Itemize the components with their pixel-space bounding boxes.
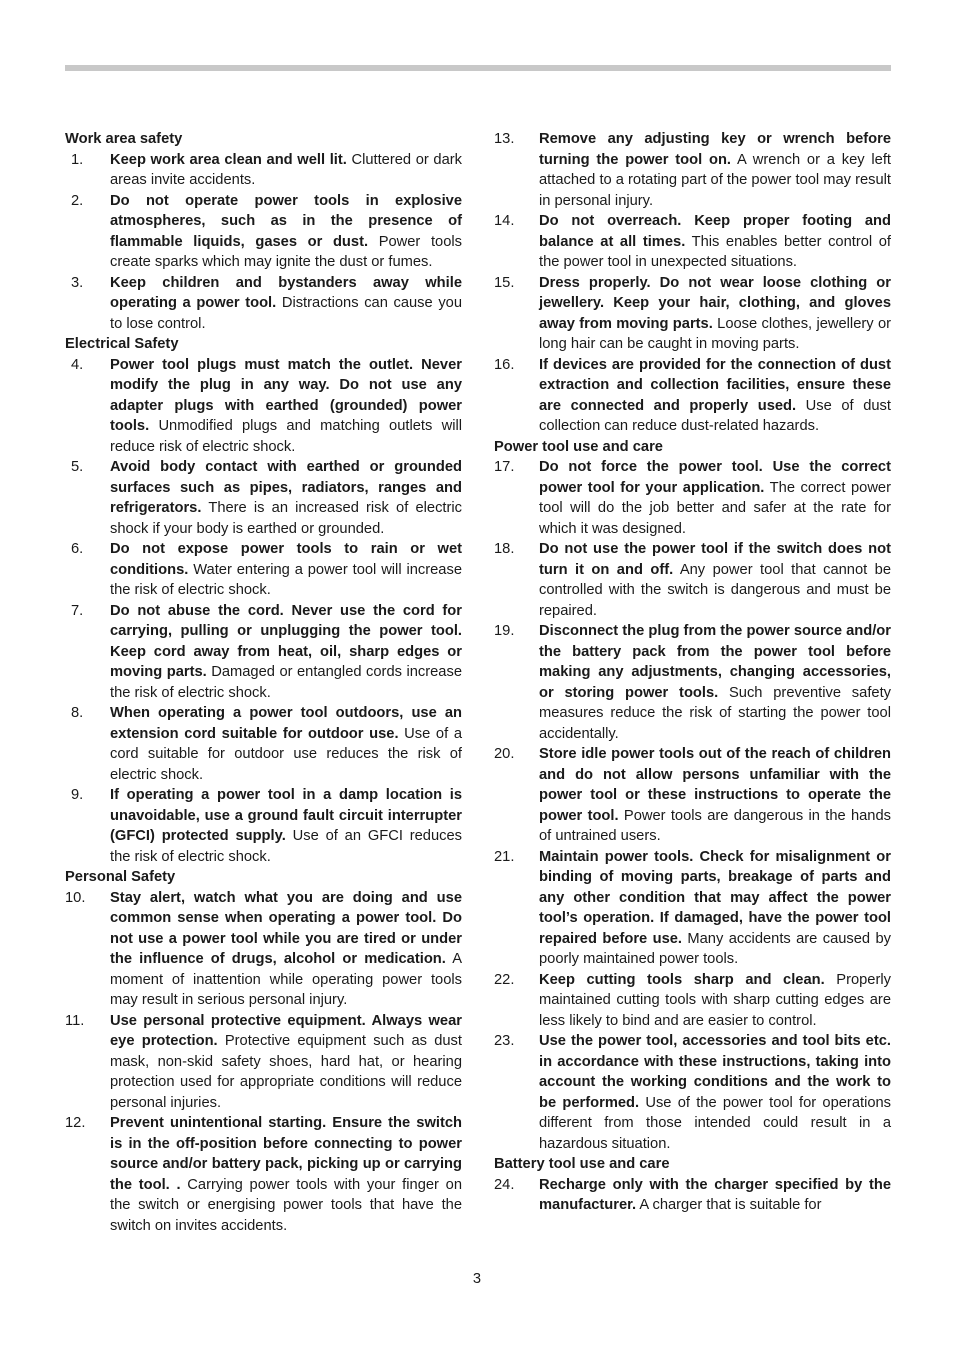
item-explanation: A moment of inattention while operating power tools may result in serious personal injury. (110, 951, 462, 1008)
item-number: 2. (71, 192, 84, 209)
list-item (494, 744, 891, 847)
item-bold-instruction: Remove any adjusting key or wrench before turning the power tool on. (539, 131, 891, 168)
item-number: 9. (71, 787, 84, 803)
item-text (110, 457, 462, 539)
list-item (494, 621, 891, 744)
item-number: 13. (494, 131, 515, 147)
item-explanation: Power tools are dangerous in the hands of untrained users. (539, 807, 891, 844)
item-explanation: Power tools create sparks which may ignite the dust or fumes. (110, 233, 462, 270)
list-item (65, 601, 462, 704)
list-item (494, 970, 891, 1032)
item-text (110, 1011, 462, 1114)
item-number: 5. (71, 459, 84, 475)
item-bold-instruction: Keep children and bystanders away while operating a power tool. (110, 274, 462, 311)
list-item (65, 888, 462, 1011)
item-number: 11. (65, 1012, 85, 1029)
list-item (65, 539, 462, 601)
item-text (110, 601, 462, 704)
item-explanation: Protective equipment such as dust mask, non-skid safety shoes, hard hat, or hearing protection used for appropriate conditions will reduce personal injuries. (110, 1033, 462, 1111)
item-explanation: Use of dust collection can reduce dust-related hazards. (539, 397, 891, 434)
item-number: 18. (494, 541, 515, 557)
item-bold-instruction: If devices are provided for the connection of dust extraction and collection facilities, ensure these are connected and properly used. (539, 356, 891, 414)
item-bold-instruction: Do not expose power tools to rain or wet conditions. (110, 541, 462, 578)
item-text (539, 1175, 891, 1216)
list-item (65, 273, 462, 335)
item-bold-instruction: Do not abuse the cord. Never use the cord for carrying, pulling or unplugging the power tool. Keep cord away from heat, oil, sharp edges or moving parts. (110, 602, 462, 680)
item-text (110, 785, 462, 867)
item-text (110, 355, 462, 458)
item-number: 21. (494, 848, 515, 865)
list-item (494, 211, 891, 273)
item-bold-instruction: Maintain power tools. Check for misalignment or binding of moving parts, breakage of parts and any other condition that may affect the power tool’s operation. If damaged, have the power tool repaired before use. (539, 848, 891, 947)
item-text (539, 621, 891, 744)
item-number: 19. (494, 623, 515, 639)
list-item (65, 1011, 462, 1114)
list-item (65, 1113, 462, 1236)
item-bold-instruction: Stay alert, watch what you are doing and use common sense when operating a power tool. Do not use a power tool while you are tired or under the influence of drugs, alcohol or medication. (110, 889, 462, 967)
item-explanation: Water entering a power tool will increase the risk of electric shock. (110, 561, 462, 598)
item-number: 7. (71, 602, 84, 619)
item-explanation: Use of the power tool for operations different from those intended could result in a hazardous situation. (539, 1094, 892, 1152)
list-item (65, 191, 462, 273)
item-number: 15. (494, 274, 515, 291)
item-explanation: Properly maintained cutting tools with sharp cutting edges are less likely to bind and are easier to control. (539, 971, 891, 1029)
list-item (65, 457, 462, 539)
item-number: 4. (71, 356, 84, 373)
item-bold-instruction: If operating a power tool in a damp location is unavoidable, use a ground fault circuit interrupter (GFCI) protected supply. (110, 787, 462, 844)
item-text (539, 1031, 891, 1154)
item-explanation: Unmodified plugs and matching outlets will reduce risk of electric shock. (110, 418, 462, 455)
item-text (110, 539, 462, 601)
item-bold-instruction: Do not force the power tool. Use the correct power tool for your application. (539, 459, 891, 496)
item-text (539, 744, 891, 847)
left-column (65, 129, 462, 1236)
list-item (65, 703, 462, 785)
item-number: 20. (494, 746, 515, 762)
item-bold-instruction: Recharge only with the charger specified by the manufacturer. (539, 1176, 891, 1213)
section-heading: Electrical Safety (65, 336, 179, 352)
item-bold-instruction: Dress properly. Do not wear loose clothing or jewellery. Keep your hair, clothing, and gloves away from moving parts. (539, 274, 891, 332)
item-number: 3. (71, 274, 84, 291)
item-explanation: This enables better control of the power tool in unexpected situations. (539, 233, 891, 270)
item-number: 17. (494, 459, 515, 475)
item-number: 12. (65, 1115, 86, 1131)
item-text (539, 129, 891, 211)
list-item (494, 847, 891, 970)
item-explanation: Loose clothes, jewellery or long hair can be caught in moving parts. (539, 315, 892, 352)
item-bold-instruction: Use personal protective equipment. Always wear eye protection. (110, 1012, 462, 1049)
item-number: 16. (494, 356, 515, 373)
item-number: 6. (71, 541, 84, 557)
item-explanation: There is an increased risk of electric shock if your body is earthed or grounded. (110, 500, 462, 537)
item-bold-instruction: Avoid body contact with earthed or grounded surfaces such as pipes, radiators, ranges and refrigerators. (110, 459, 462, 516)
item-number: 1. (71, 151, 84, 168)
item-text (539, 970, 891, 1032)
item-explanation: Such preventive safety measures reduce the risk of starting the power tool accidentally. (539, 684, 891, 742)
header-rule (65, 65, 891, 71)
item-text (110, 150, 462, 191)
item-bold-instruction: Use the power tool, accessories and tool bits etc. in accordance with these instructions, taking into account the working conditions and the work to be performed. (539, 1033, 891, 1111)
item-explanation: Use of a cord suitable for outdoor use reduces the risk of electric shock. (110, 725, 462, 783)
item-bold-instruction: Disconnect the plug from the power source and/or the battery pack from the power tool before making any adjustments, changing accessories, or storing power tools. (539, 623, 891, 701)
item-text (539, 457, 891, 539)
item-text (110, 703, 462, 785)
item-bold-instruction: When operating a power tool outdoors, use an extension cord suitable for outdoor use. (110, 705, 462, 742)
item-explanation: Many accidents are caused by poorly maintained power tools. (539, 930, 891, 967)
item-explanation: Cluttered or dark areas invite accidents. (110, 151, 462, 188)
right-column (494, 129, 891, 1216)
item-bold-instruction: Store idle power tools out of the reach of children and do not allow persons unfamiliar with the power tool or these instructions to operate the power tool. (539, 746, 891, 824)
list-item (494, 1175, 891, 1216)
item-text (110, 273, 462, 335)
item-text (539, 273, 891, 355)
item-explanation: Carrying power tools with your finger on the switch or energising power tools that have the switch on invites accidents. (110, 1176, 462, 1234)
list-item (494, 273, 891, 355)
section-heading: Work area safety (65, 131, 183, 147)
item-text (539, 355, 891, 437)
item-bold-instruction: Keep work area clean and well lit. (110, 151, 347, 168)
item-explanation: A wrench or a key left attached to a rotating part of the power tool may result in personal injury. (539, 151, 891, 209)
section-heading: Battery tool use and care (494, 1156, 670, 1172)
item-number: 14. (494, 213, 515, 229)
item-text (110, 888, 462, 1011)
page-number: 3 (472, 1271, 482, 1287)
item-explanation: The correct power tool will do the job better and safer at the rate for which it was designed. (539, 479, 891, 537)
list-item (494, 457, 891, 539)
list-item (65, 150, 462, 191)
item-explanation: Any power tool that cannot be controlled with the switch is dangerous and must be repaired. (539, 561, 891, 619)
item-bold-instruction: Do not operate power tools in explosive atmospheres, such as in the presence of flammable liquids, gases or dust. (110, 192, 462, 250)
item-bold-instruction: Power tool plugs must match the outlet. Never modify the plug in any way. Do not use any adapter plugs with earthed (grounded) power tools. (110, 356, 462, 434)
item-number: 10. (65, 889, 86, 906)
item-text (539, 847, 891, 970)
list-item (65, 785, 462, 867)
item-bold-instruction: Keep cutting tools sharp and clean. (539, 971, 825, 988)
section-heading: Personal Safety (65, 869, 176, 885)
item-explanation: Damaged or entangled cords increase the risk of electric shock. (110, 664, 462, 701)
item-number: 8. (71, 705, 84, 721)
list-item (494, 355, 891, 437)
item-bold-instruction: Do not overreach. Keep proper footing and balance at all times. (539, 213, 891, 250)
item-text (110, 191, 462, 273)
list-item (494, 539, 891, 621)
item-explanation: A charger that is suitable for (636, 1197, 822, 1213)
list-item (65, 355, 462, 458)
list-item (494, 1031, 891, 1154)
list-item (494, 129, 891, 211)
item-text (110, 1113, 462, 1236)
item-number: 24. (494, 1176, 515, 1193)
item-text (539, 539, 891, 621)
item-number: 22. (494, 971, 515, 988)
section-heading: Power tool use and care (494, 438, 663, 455)
item-bold-instruction: Prevent unintentional starting. Ensure the switch is in the off-position before connecting to power source and/or battery pack, picking up or carrying the tool. . (110, 1115, 462, 1193)
item-text (539, 211, 891, 273)
item-explanation: Use of an GFCI reduces the risk of electric shock. (110, 828, 462, 865)
item-number: 23. (494, 1033, 515, 1049)
item-bold-instruction: Do not use the power tool if the switch does not turn it on and off. (539, 541, 891, 578)
item-explanation: Distractions can cause you to lose control. (110, 295, 462, 332)
